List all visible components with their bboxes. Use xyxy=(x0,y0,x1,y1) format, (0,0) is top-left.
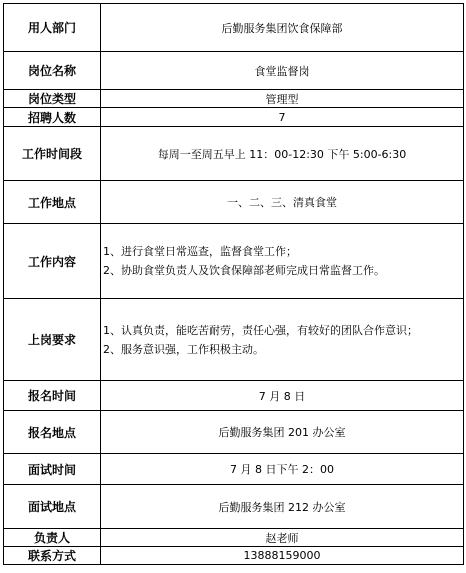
row-headcount xyxy=(4,108,464,127)
requirements-line: 1、认真负责，能吃苦耐劳，责任心强，有较好的团队合作意识； xyxy=(103,323,418,337)
contact-person-value: 赵老师 xyxy=(101,529,464,547)
type-value: 管理型 xyxy=(101,90,464,108)
duties-value xyxy=(101,224,464,299)
contact-phone-label: 联系方式 xyxy=(4,547,101,565)
row-hours xyxy=(4,127,464,181)
job-posting-table xyxy=(3,3,464,565)
contact-phone-value: 13888159000 xyxy=(101,547,464,565)
interview-time-label: 面试时间 xyxy=(4,454,101,485)
position-label: 岗位名称 xyxy=(4,52,101,90)
row-contact-person xyxy=(4,529,464,547)
duties-line: 2、协助食堂负责人及饮食保障部老师完成日常监督工作。 xyxy=(103,264,385,277)
row-type xyxy=(4,90,464,108)
dept-label: 用人部门 xyxy=(4,4,101,52)
signup-place-value: 后勤服务集团 201 办公室 xyxy=(101,411,464,454)
row-dept xyxy=(4,4,464,52)
type-label: 岗位类型 xyxy=(4,90,101,108)
contact-person-label: 负责人 xyxy=(4,529,101,547)
row-signup-place xyxy=(4,411,464,454)
requirements-label: 上岗要求 xyxy=(4,299,101,381)
hours-value: 每周一至周五早上 11：00-12:30 下午 5:00-6:30 xyxy=(101,127,464,181)
dept-value: 后勤服务集团饮食保障部 xyxy=(101,4,464,52)
position-value: 食堂监督岗 xyxy=(101,52,464,90)
row-requirements xyxy=(4,299,464,381)
row-position xyxy=(4,52,464,90)
headcount-label: 招聘人数 xyxy=(4,108,101,127)
row-location xyxy=(4,181,464,224)
signup-place-label: 报名地点 xyxy=(4,411,101,454)
interview-place-label: 面试地点 xyxy=(4,485,101,529)
interview-time-value: 7 月 8 日下午 2：00 xyxy=(101,454,464,485)
row-duties xyxy=(4,224,464,299)
row-signup-time xyxy=(4,381,464,411)
headcount-value: 7 xyxy=(101,108,464,127)
hours-label: 工作时间段 xyxy=(4,127,101,181)
duties-label: 工作内容 xyxy=(4,224,101,299)
duties-line: 1、进行食堂日常巡查，监督食堂工作； xyxy=(103,245,297,258)
row-contact-phone xyxy=(4,547,464,565)
signup-time-value: 7 月 8 日 xyxy=(101,381,464,411)
row-interview-time xyxy=(4,454,464,485)
location-value: 一、二、三、清真食堂 xyxy=(101,181,464,224)
signup-time-label: 报名时间 xyxy=(4,381,101,411)
requirements-value xyxy=(101,299,464,381)
requirements-line: 2、服务意识强，工作积极主动。 xyxy=(103,342,264,356)
interview-place-value: 后勤服务集团 212 办公室 xyxy=(101,485,464,529)
location-label: 工作地点 xyxy=(4,181,101,224)
row-interview-place xyxy=(4,485,464,529)
